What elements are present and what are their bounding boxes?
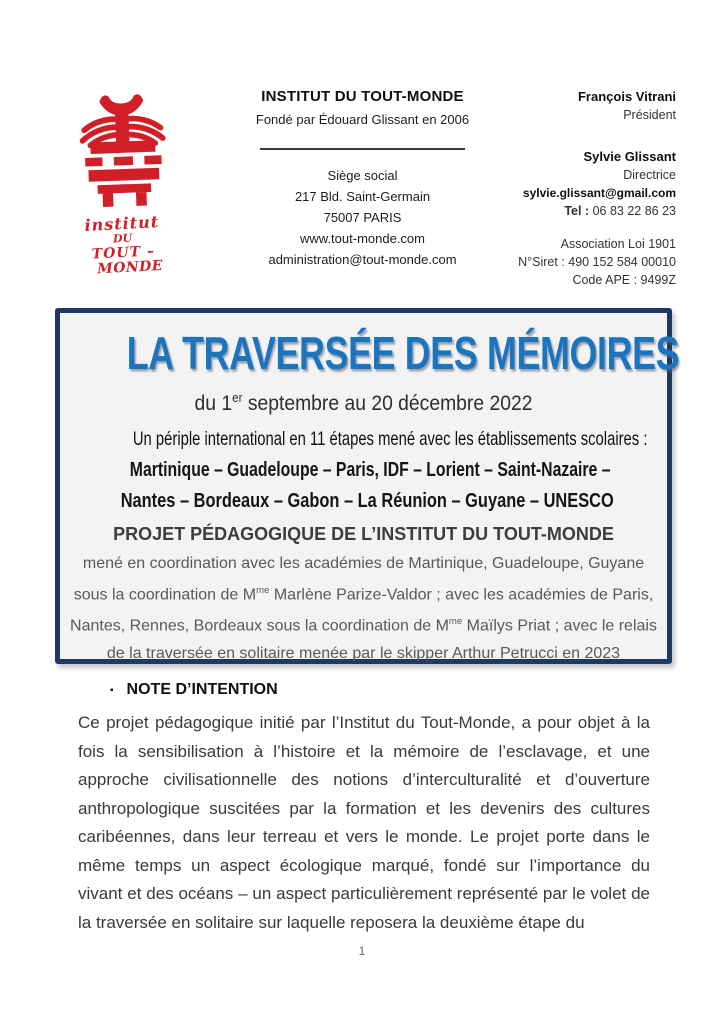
note-heading-row (110, 681, 278, 699)
header-center-column (230, 88, 495, 270)
address-city: 75007 PARIS (323, 210, 402, 225)
note-heading: NOTE D’INTENTION (126, 681, 278, 698)
website-text: www.tout-monde.com (300, 231, 425, 246)
banner-box (55, 308, 680, 664)
banner-date (84, 391, 642, 416)
logo-script-line4: MONDE (96, 257, 164, 278)
banner-title: LA TRAVERSÉE DES MÉMOIRES (126, 327, 680, 379)
siret-line: N°Siret : 490 152 584 00010 (518, 255, 676, 269)
mme-superscript-1: me (256, 585, 270, 596)
tel-label: Tel : (564, 204, 590, 218)
date-suffix: septembre au 20 décembre 2022 (242, 392, 533, 415)
header-divider (260, 148, 465, 150)
director-name: Sylvie Glissant (583, 149, 676, 164)
director-title: Directrice (623, 168, 676, 182)
president-title: Président (623, 108, 676, 122)
logo-script-line1: institut (84, 212, 160, 235)
founded-line: Fondé par Édouard Glissant en 2006 (255, 112, 470, 127)
address-street: 217 Bld. Saint-Germain (294, 189, 431, 204)
spacer (466, 124, 676, 148)
date-prefix: du 1 (194, 392, 233, 415)
date-superscript: er (232, 391, 243, 405)
header-right-column (466, 88, 676, 289)
org-name: INSTITUT DU TOUT-MONDE (261, 88, 464, 105)
route-line-2: Nantes – Bordeaux – Gabon – La Réunion – Guyane – UNESCO (120, 489, 614, 512)
coordination-paragraph (70, 550, 657, 667)
association-line: Association Loi 1901 (560, 237, 676, 251)
header-logo (66, 86, 180, 276)
spacer (466, 220, 676, 235)
itm-logo-icon (73, 86, 173, 212)
logo-script-line3: TOUT – (91, 243, 156, 263)
coordination-part2: Marlène Parize-Valdor ; avec les académies de Paris, Nantes, Rennes, Bordeaux sous la coordination de M (70, 586, 654, 635)
tel-number: 06 83 22 86 23 (592, 204, 676, 218)
siege-label: Siège social (327, 168, 398, 183)
ape-line: Code APE : 9499Z (572, 273, 676, 287)
note-paragraph: Ce projet pédagogique initié par l’Institut du Tout-Monde, a pour objet à la fois la sensibilisation à l’histoire et la mémoire de l’esclavage, et une approche civilisationnelle des notions d’interculturalité et d’ouverture anthropologique suscitées par la formation et les devenirs des cultures caribéennes, dans leur terreau et vers le monde. Le projet porte dans le même temps un aspect écologique marqué, fondé sur l’importance du vivant et des océans – un aspect particulièrement représenté par le volet de la traversée en solitaire sur laquelle reposera la deuxième étape du (78, 713, 650, 932)
coordination-part3: Maïlys Priat ; avec le relais de la traversée en solitaire menée par le skipper Arthur Petrucci en 2023 (106, 617, 657, 662)
mme-superscript-2: me (448, 616, 463, 628)
logo-script-line2: DU (112, 231, 133, 246)
page-number: 1 (358, 944, 366, 958)
tel-line (466, 202, 676, 220)
coordination-part1: mené en coordination avec les académies de Martinique, Guadeloupe, Guyane sous la coordination de M (73, 555, 645, 604)
route-line-1: Martinique – Guadeloupe – Paris, IDF – Lorient – Saint-Nazaire – (129, 458, 611, 481)
periple-line: Un périple international en 11 étapes mené avec les établissements scolaires : (132, 428, 648, 450)
director-email: sylvie.glissant@gmail.com (522, 186, 676, 200)
logo-wordmark (65, 213, 182, 279)
president-name: François Vitrani (577, 89, 676, 104)
email-text: administration@tout-monde.com (268, 252, 457, 267)
square-bullet-icon: ▪ (110, 684, 114, 696)
project-heading: PROJET PÉDAGOGIQUE DE L’INSTITUT DU TOUT-MONDE (113, 524, 614, 544)
